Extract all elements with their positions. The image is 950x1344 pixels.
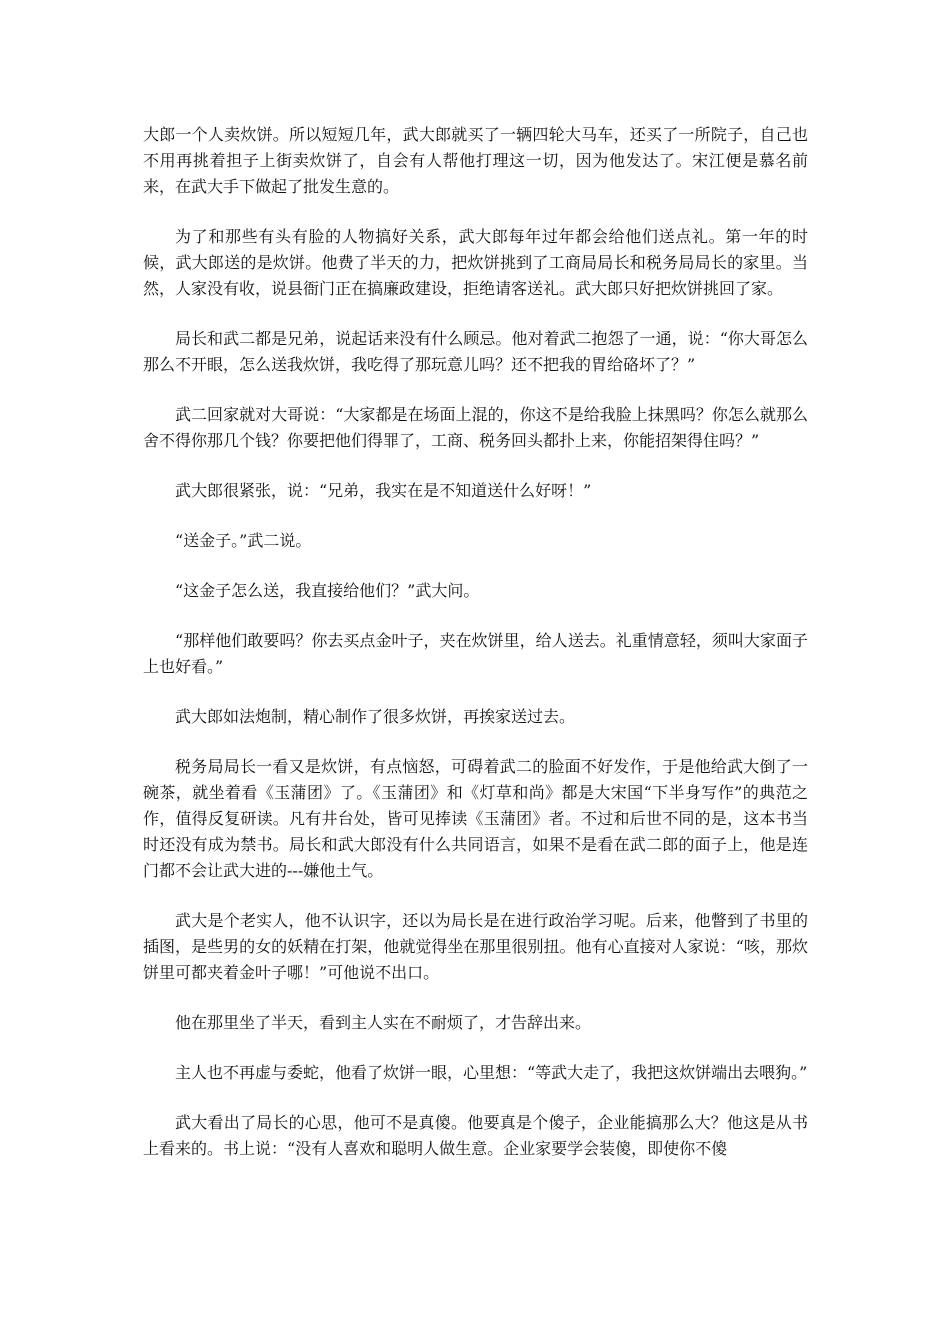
document-body: [143, 122, 808, 1186]
paragraph-7: “这金子怎么送，我直接给他们？”武大问。: [175, 581, 480, 600]
paragraph-13: 主人也不再虚与委蛇，他看了炊饼一眼，心里想：“等武大走了，我把这炊饼端出去喂狗。”: [175, 1063, 808, 1082]
paragraph-11: 武大是个老实人，他不认识字，还以为局长是在进行政治学习呢。后来，他瞥到了书里的插图，是些男的女的妖精在打架，他就觉得坐在那里很别扭。他有心直接对人家说：“咳，那炊饼里可都夹着金叶子哪！”可他说不出口。: [143, 911, 808, 982]
paragraph-3: 局长和武二都是兄弟，说起话来没有什么顾忌。他对着武二抱怨了一通，说：“你大哥怎么那么不开眼，怎么送我炊饼，我吃得了那玩意儿吗？还不把我的胃给硌坏了？”: [143, 329, 808, 374]
paragraph-12: 他在那里坐了半天，看到主人实在不耐烦了，才告辞出来。: [175, 1013, 592, 1032]
paragraph-6: “送金子。”武二说。: [175, 531, 312, 550]
paragraph-4: 武二回家就对大哥说：“大家都是在场面上混的，你这不是给我脸上抹黑吗？你怎么就那么舍不得你那几个钱？你要把他们得罪了，工商、税务回头都扑上来，你能招架得住吗？”: [143, 405, 808, 450]
paragraph-9: 武大郎如法炮制，精心制作了很多炊饼，再挨家送过去。: [175, 707, 576, 726]
paragraph-8: “那样他们敢要吗？你去买点金叶子，夹在炊饼里，给人送去。礼重情意轻，须叫大家面子上也好看。”: [143, 631, 808, 676]
paragraph-1: 大郎一个人卖炊饼。所以短短几年，武大郎就买了一辆四轮大马车，还买了一所院子，自己也不用再挑着担子上街卖炊饼了，自会有人帮他打理这一切，因为他发达了。宋江便是慕名前来，在武大手下做起了批发生意的。: [143, 125, 808, 196]
paragraph-2: 为了和那些有头有脸的人物搞好关系，武大郎每年过年都会给他们送点礼。第一年的时候，武大郎送的是炊饼。他费了半天的力，把炊饼挑到了工商局局长和税务局局长的家里。当然，人家没有收，说县衙门正在搞廉政建设，拒绝请客送礼。武大郎只好把炊饼挑回了家。: [143, 227, 808, 298]
paragraph-10: 税务局局长一看又是炊饼，有点恼怒，可碍着武二的脸面不好发作，于是他给武大倒了一碗茶，就坐着看《玉蒲团》了。《玉蒲团》和《灯草和尚》都是大宋国“下半身写作”的典范之作，值得反复研读。凡有井台处，皆可见捧读《玉蒲团》者。不过和后世不同的是，这本书当时还没有成为禁书。局长和武大郎没有什么共同语言，如果不是看在武二郎的面子上，他是连门都不会让武大进的---嫌他土气。: [143, 757, 808, 880]
paragraph-14: 武大看出了局长的心思，他可不是真傻。他要真是个傻子，企业能搞那么大？他这是从书上看来的。书上说：“没有人喜欢和聪明人做生意。企业家要学会装傻，即使你不傻: [143, 1113, 808, 1158]
paragraph-5: 武大郎很紧张，说：“兄弟，我实在是不知道送什么好呀！”: [175, 481, 592, 500]
